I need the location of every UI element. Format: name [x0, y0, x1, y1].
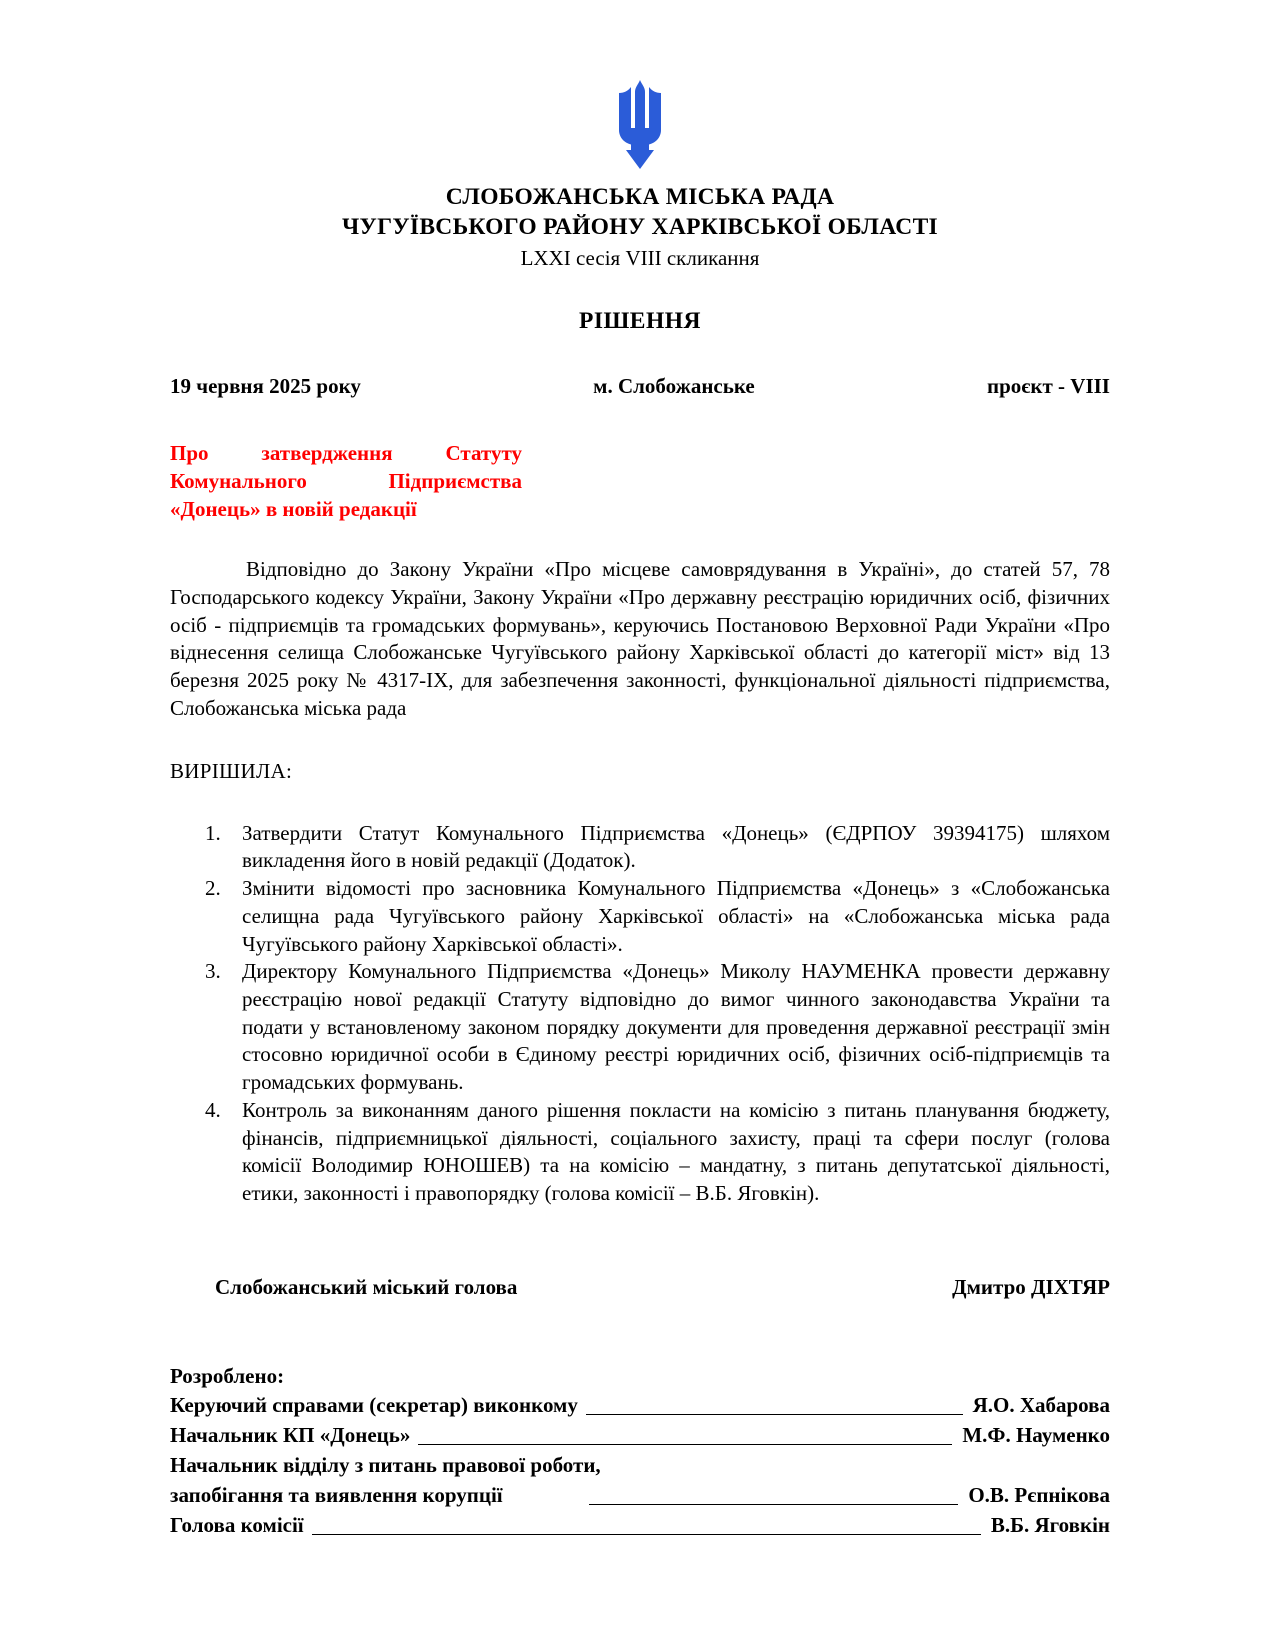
decision-item	[205, 958, 1110, 1097]
district-name: ЧУГУЇВСЬКОГО РАЙОНУ ХАРКІВСЬКОЇ ОБЛАСТІ	[342, 214, 938, 241]
signature-line	[312, 1534, 981, 1535]
item-text: Контроль за виконанням даного рішення покласти на комісію з питань планування бюджету, фінансів, підприємницької діяльності, соціального захисту, праці та сфери послуг (голова комісії Володимир ЮНОШЕВ) та на комісію – мандатну, з питань депутатської діяльності, етики, законності і правопорядку (голова комісії – В.Б. Яговкін).	[242, 1097, 1110, 1206]
signature-line	[589, 1504, 959, 1505]
item-text: Змінити відомості про засновника Комунального Підприємства «Донець» з «Слобожанська селищна рада Чугуївського району Харківської області» на «Слобожанська міська рада Чугуївського району Харківської області».	[242, 876, 1110, 956]
decision-item	[205, 875, 1110, 958]
subject-line-1: Про затвердження Статуту	[170, 441, 522, 466]
signature-name: Дмитро ДІХТЯР	[952, 1274, 1110, 1299]
signer-name: Я.О. Хабарова	[972, 1393, 1110, 1418]
signature-title: Слобожанський міський голова	[215, 1274, 518, 1299]
council-name: СЛОБОЖАНСЬКА МІСЬКА РАДА	[445, 184, 835, 210]
developed-heading: Розроблено:	[170, 1364, 285, 1389]
decision-title: РІШЕННЯ	[578, 308, 701, 335]
item-text: Затвердити Статут Комунального Підприємства «Донець» (ЄДРПОУ 39394175) шляхом викладення його в новій редакції (Додаток).	[242, 820, 1110, 873]
item-number: 2.	[205, 876, 221, 901]
meta-date: 19 червня 2025 року	[170, 374, 361, 398]
signer-name: М.Ф. Науменко	[962, 1423, 1110, 1448]
developed-row	[170, 1390, 1110, 1420]
role-label: Голова комісії	[170, 1513, 304, 1538]
role-label: Начальник відділу з питань правової роботи,	[170, 1453, 601, 1478]
subject-block	[170, 440, 522, 524]
signer-name: В.Б. Яговкін	[990, 1513, 1110, 1538]
item-number: 4.	[205, 1097, 221, 1122]
decision-item	[205, 1097, 1110, 1208]
decision-item	[205, 820, 1110, 875]
item-number: 3.	[205, 959, 221, 984]
trident-path	[619, 80, 661, 169]
developed-section	[170, 1363, 1110, 1540]
role-label: запобігання та виявлення корупції	[170, 1483, 503, 1508]
subject-line-2: Комунального Підприємства	[170, 469, 522, 494]
signature-line	[418, 1444, 952, 1445]
emblem-container	[170, 78, 1110, 174]
item-text: Директору Комунального Підприємства «Донець» Миколу НАУМЕНКА провести державну реєстрацію нової редакції Статуту відповідно до вимог чинного законодавства України та подати у встановленому законом порядку документи для проведення державної реєстрації змін стосовно юридичної особи в Єдиному реєстрі юридичних осіб, фізичних осіб-підприємців та громадських формувань.	[242, 959, 1110, 1095]
developed-row	[170, 1510, 1110, 1540]
preamble-paragraph: Відповідно до Закону України «Про місцеве самоврядування в Україні», до статей 57, 78 Господарського кодексу України, Закону України «Про державну реєстрацію юридичних осіб, фізичних осіб - підприємців та громадських формувань», керуючись Постановою Верховної Ради України «Про віднесення селища Слобожанське Чугуївського району Харківської області до категорії міст» від 13 березня 2025 року № 4317-IX, для забезпечення законності, функціональної діяльності підприємства, Слобожанська міська рада	[170, 557, 1110, 720]
developed-row	[170, 1450, 1110, 1480]
role-label: Начальник КП «Донець»	[170, 1423, 411, 1448]
role-label: Керуючий справами (секретар) виконкому	[170, 1393, 578, 1418]
meta-row	[170, 373, 1110, 400]
decision-items	[170, 820, 1110, 1208]
ukraine-trident-icon	[608, 78, 672, 174]
signer-name: О.В. Рєпнікова	[968, 1483, 1110, 1508]
developed-row	[170, 1420, 1110, 1450]
item-number: 1.	[205, 820, 221, 845]
session-info: LXXI сесія VIII скликання	[520, 246, 760, 271]
signature-row	[170, 1274, 1110, 1301]
developed-row	[170, 1480, 1110, 1510]
subject-line-3: «Донець» в новій редакції	[170, 497, 417, 522]
meta-project: проєкт - VIII	[987, 374, 1110, 398]
signature-line	[586, 1414, 963, 1415]
resolved-heading: ВИРІШИЛА:	[170, 759, 293, 784]
meta-place: м. Слобожанське	[593, 374, 755, 398]
